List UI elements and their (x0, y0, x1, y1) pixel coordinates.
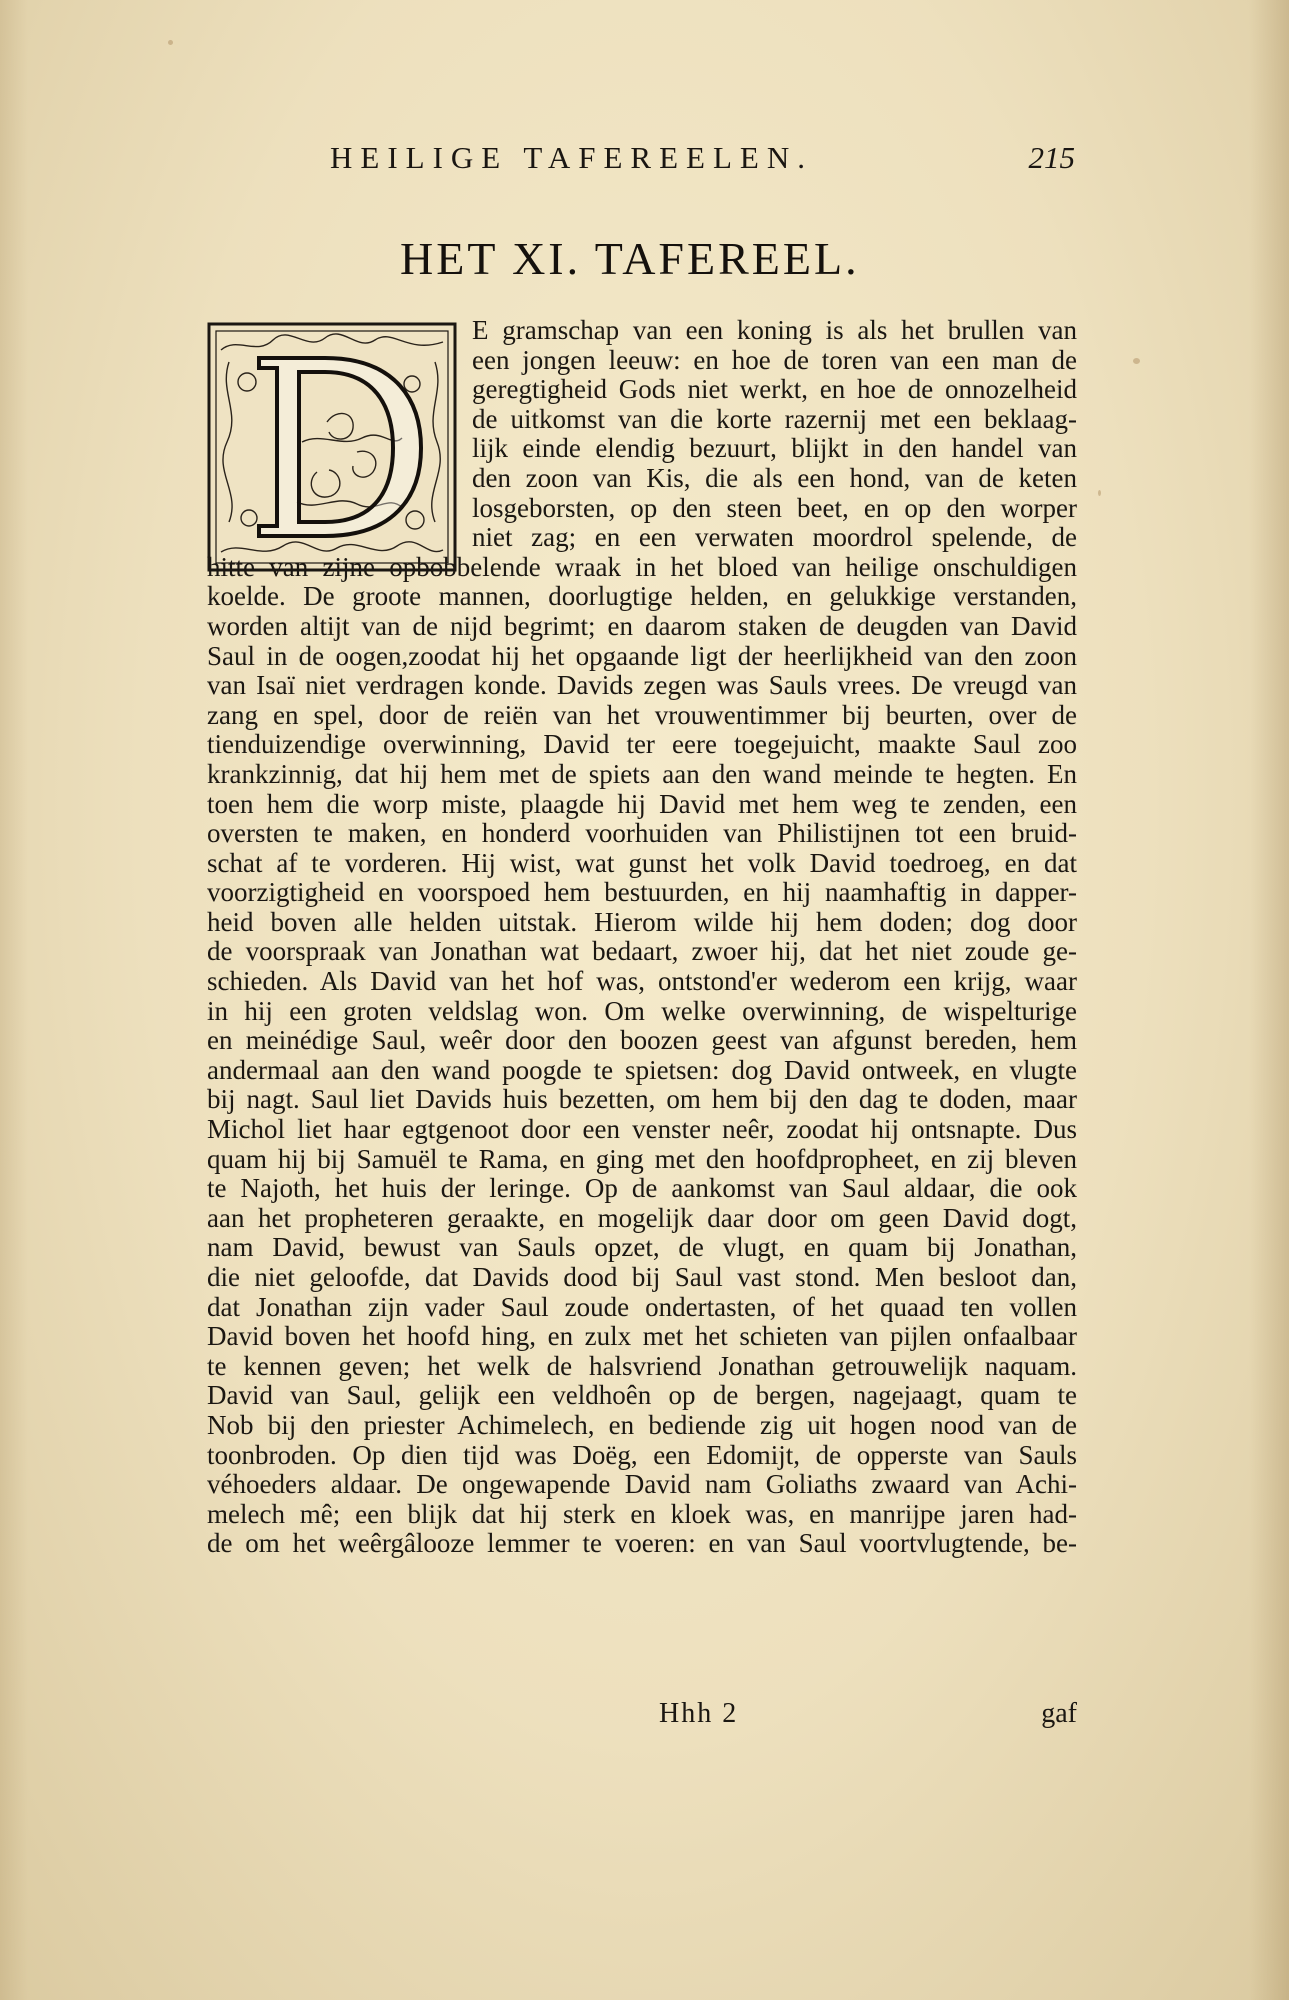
text-line: de uitkomst van die korte razernij met een beklaag- (472, 403, 1077, 434)
text-line: van Isaï niet verdragen konde. Davids zegen was Sauls vrees. De vreugd van (207, 670, 1077, 701)
text-line: tienduizendige overwinning, David ter eere toegejuicht, maakte Saul zoo (207, 729, 1077, 760)
text-line: schieden. Als David van het hof was, ontstond'er wederom een krijg, waar (207, 966, 1077, 997)
text-line: een jongen leeuw: en hoe de toren van een man de (472, 344, 1077, 375)
text-line: krankzinnig, dat hij hem met de spiets aan den wand meinde te hegten. En (207, 758, 1077, 789)
text-line: en meinédige Saul, weêr door den boozen geest van afgunst bereden, hem (207, 1025, 1077, 1056)
paper-spot (1098, 490, 1101, 496)
text-line: voorzigtigheid en voorspoed hem bestuurden, en hij naamhaftig in dapper- (207, 877, 1077, 908)
text-line: David van Saul, gelijk een veldhoên op de bergen, nagejaagt, quam te (207, 1380, 1077, 1411)
text-line: schat af te vorderen. Hij wist, wat gunst het volk David toedroeg, en dat (207, 847, 1077, 878)
text-line: véhoeders aldaar. De ongewapende David nam Goliaths zwaard van Achi- (207, 1469, 1077, 1500)
page-number: 215 (1028, 140, 1075, 175)
text-line: bij nagt. Saul liet Davids huis bezetten, om hem bij den dag te doden, maar (207, 1084, 1077, 1115)
text-line: in hij een groten veldslag won. Om welke overwinning, de wispelturige (207, 995, 1077, 1026)
page-edge-shadow-right (1249, 0, 1289, 2000)
text-line: heid boven alle helden uitstak. Hierom wilde hij hem doden; dog door (207, 906, 1077, 937)
text-line: den zoon van Kis, die als een hond, van de keten (472, 462, 1077, 493)
text-line: niet zag; en een verwaten moordrol spelende, de (472, 522, 1077, 553)
catchword: gaf (1041, 1698, 1077, 1729)
running-title: HEILIGE TAFEREELEN. (330, 140, 813, 175)
text-line: E gramschap van een koning is als het brullen van (472, 315, 1077, 345)
text-line: Nob bij den priester Achimelech, en bediende zig uit hogen nood van de (207, 1409, 1077, 1440)
text-line: geregtigheid Gods niet werkt, en hoe de onnozelheid (472, 374, 1077, 405)
text-line: dat Jonathan zijn vader Saul zoude ondertasten, of het quaad ten vollen (207, 1291, 1077, 1322)
text-line: zang en spel, door de reiën van het vrouwentimmer bij beurten, over de (207, 699, 1077, 730)
text-line: hitte van zijne opbobbelende wraak in het bloed van heilige onschuldigen (207, 551, 1077, 582)
signature-mark: Hhh 2 (659, 1698, 739, 1729)
paper-spot (1133, 358, 1140, 364)
page-edge-shadow-left (0, 0, 28, 2000)
text-line: aan het propheteren geraakte, en mogelijk daar door om geen David dogt, (207, 1202, 1077, 1233)
text-line: te Najoth, het huis der leringe. Op de aankomst van Saul aldaar, die ook (207, 1173, 1077, 1204)
text-line: koelde. De groote mannen, doorlugtige helden, en gelukkige verstanden, (207, 581, 1077, 612)
text-line: de voorspraak van Jonathan wat bedaart, zwoer hij, dat het niet zoude ge- (207, 936, 1077, 967)
text-line: nam David, bewust van Sauls opzet, de vlugt, en quam bij Jonathan, (207, 1232, 1077, 1263)
text-line: melech mê; een blijk dat hij sterk en kloek was, en manrijpe jaren had- (207, 1498, 1077, 1529)
text-line: toen hem die worp miste, plaagde hij David met hem weg te zenden, een (207, 788, 1077, 819)
page-footer (207, 1698, 1077, 1732)
text-line: die niet geloofde, dat Davids dood bij Saul vast stond. Men besloot dan, (207, 1262, 1077, 1292)
text-line: Saul in de oogen,zoodat hij het opgaande ligt der heerlijkheid van den zoon (207, 640, 1077, 671)
text-line: worden altijt van de nijd begrimt; en daarom staken de deugden van David (207, 610, 1077, 641)
running-head (330, 140, 1075, 176)
text-line: losgeborsten, op den steen beet, en op den worper (472, 492, 1077, 523)
text-line: te kennen geven; het welk de halsvriend Jonathan getrouwelijk naquam. (207, 1350, 1077, 1381)
text-line: oversten te maken, en honderd voorhuiden van Philistijnen tot een bruid- (207, 818, 1077, 849)
chapter-title: HET XI. TAFEREEL. (400, 233, 860, 284)
paper-spot (168, 40, 173, 45)
text-line: andermaal aan den wand poogde te spietsen: dog David ontweek, en vlugte (207, 1054, 1077, 1085)
body-text (207, 316, 1077, 1559)
text-line: lijk einde elendig bezuurt, blijkt in den handel van (472, 433, 1077, 464)
text-line: de om het weêrgâlooze lemmer te voeren: en van Saul voortvlugtende, be- (207, 1528, 1077, 1559)
text-line: David boven het hoofd hing, en zulx met het schieten van pijlen onfaalbaar (207, 1321, 1077, 1352)
text-line: toonbroden. Op dien tijd was Doëg, een Edomijt, de opperste van Sauls (207, 1439, 1077, 1470)
text-line: Michol liet haar egtgenoot door een venster neêr, zoodat hij ontsnapte. Dus (207, 1114, 1077, 1145)
text-line: quam hij bij Samuël te Rama, en ging met den hoofdpropheet, en zij bleven (207, 1143, 1077, 1174)
